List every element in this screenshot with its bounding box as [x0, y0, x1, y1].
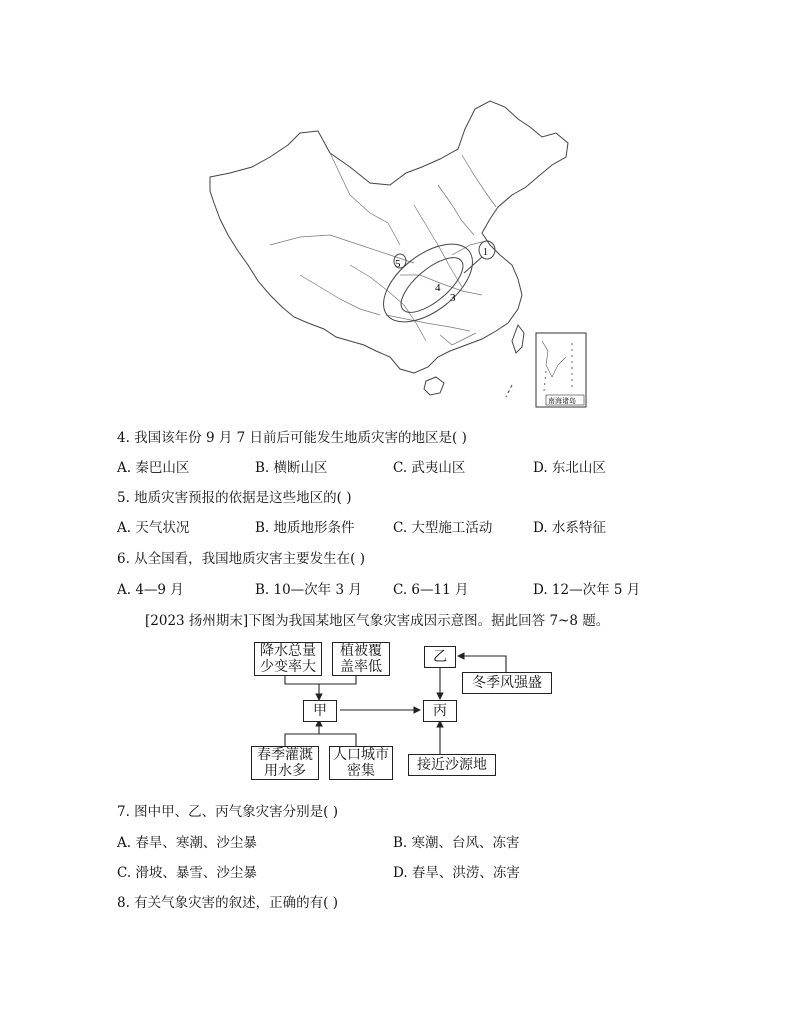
question-4-stem: 4. 我国该年份 9 月 7 日前后可能发生地质灾害的地区是( ) [117, 430, 467, 446]
box-rainfall: 降水总量 少变率大 [254, 642, 322, 676]
q7-option-d: D. 春旱、洪涝、冻害 [393, 865, 520, 881]
taiwan-island [512, 325, 524, 353]
q7-option-a: A. 春旱、寒潮、沙尘暴 [117, 835, 257, 851]
q4-option-b: B. 横断山区 [255, 460, 328, 476]
box-jia: 甲 [303, 700, 337, 722]
box-bing: 丙 [423, 700, 457, 722]
hainan-island [424, 377, 444, 395]
q4-option-c: C. 武夷山区 [393, 460, 466, 476]
box-vegetation: 植被覆 盖率低 [332, 642, 390, 676]
marker-4-label: 4 [435, 282, 441, 294]
inset-label: 南海诸岛 [548, 397, 576, 405]
context-intro: [2023 扬州期末]下图为我国某地区气象灾害成因示意图。据此回答 7~8 题。 [145, 613, 610, 629]
q6-option-c: C. 6—11 月 [393, 582, 469, 598]
box-winter-wind: 冬季风强盛 [462, 672, 552, 694]
q5-option-a: A. 天气状况 [117, 520, 190, 536]
q4-option-a: A. 秦巴山区 [117, 460, 190, 476]
q7-option-c: C. 滑坡、暴雪、沙尘暴 [117, 865, 257, 881]
q7-option-b: B. 寒潮、台风、冻害 [393, 835, 520, 851]
box-sand-source: 接近沙源地 [408, 754, 496, 776]
q6-option-d: D. 12—次年 5 月 [533, 582, 641, 598]
q6-option-b: B. 10—次年 3 月 [255, 582, 362, 598]
question-5-stem: 5. 地质灾害预报的依据是这些地区的( ) [117, 490, 352, 506]
question-6-stem: 6. 从全国看，我国地质灾害主要发生在( ) [117, 551, 365, 567]
china-outline [210, 101, 568, 373]
marker-1-label: 1 [483, 247, 488, 258]
box-population: 人口城市 密集 [329, 746, 393, 780]
question-8-stem: 8. 有关气象灾害的叙述，正确的有( ) [117, 895, 338, 911]
q5-option-b: B. 地质地形条件 [255, 520, 355, 536]
question-7-stem: 7. 图中甲、乙、丙气象灾害分别是( ) [117, 804, 338, 820]
marker-5-label: 5 [395, 258, 401, 270]
china-map [200, 95, 595, 410]
q6-option-a: A. 4—9 月 [117, 582, 184, 598]
box-irrigation: 春季灌溉 用水多 [251, 746, 319, 780]
marker-3-label: 3 [450, 292, 456, 304]
box-yi: 乙 [424, 646, 456, 668]
q5-option-d: D. 水系特征 [533, 520, 606, 536]
q5-option-c: C. 大型施工活动 [393, 520, 493, 536]
zone-ellipse-4-outer [370, 229, 486, 337]
q4-option-d: D. 东北山区 [533, 460, 606, 476]
zone-ellipse-4-inner [393, 248, 472, 321]
